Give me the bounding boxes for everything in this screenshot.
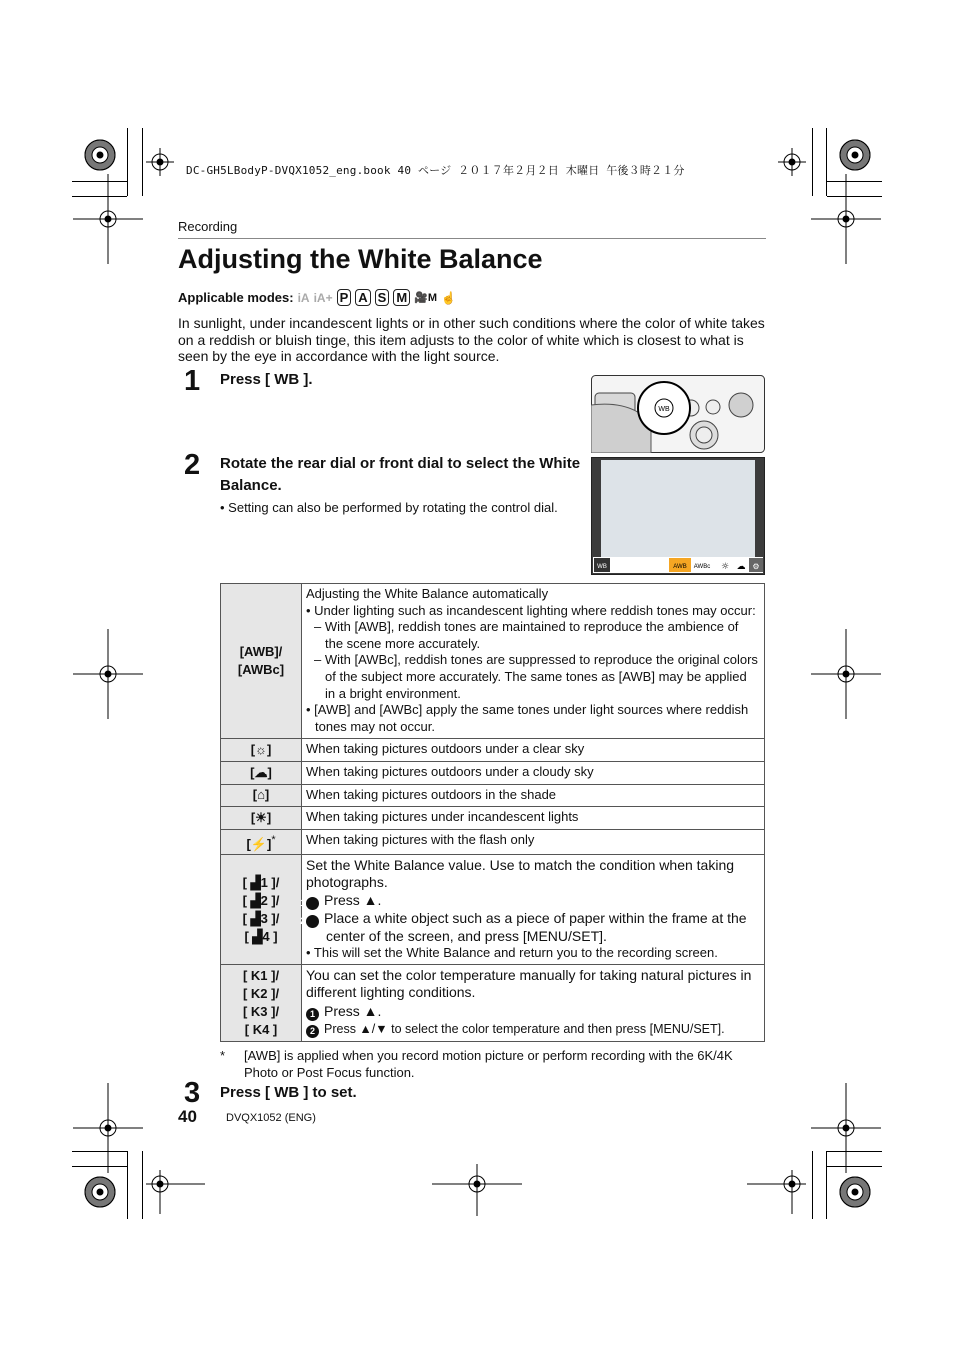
- set-note: • This will set the White Balance and return you to the recording screen.: [306, 944, 718, 960]
- footnote: [220, 1047, 768, 1081]
- awb-line: – With [AWBc], reddish tones are suppressed to reproduce the original colors of the subject more accurately. The same tones as [AWB] may be applied in a bright environment.: [314, 652, 758, 701]
- model-code: DVQX1052 (ENG): [226, 1112, 316, 1124]
- mode-ia-plus-icon: iA+: [313, 290, 333, 305]
- table-row: [221, 855, 765, 965]
- section-label: Recording: [178, 219, 238, 234]
- temp-step-1: [306, 1003, 760, 1021]
- step-2-bullet: • Setting can also be performed by rotating the control dial.: [220, 500, 558, 515]
- step-1-number: 1: [184, 365, 201, 397]
- awb-line: • [AWB] and [AWBc] apply the same tones under light sources where reddish tones may not occur.: [306, 702, 749, 734]
- set-step-2: [299, 910, 760, 945]
- mode-custom-icon: ☝: [441, 290, 456, 305]
- set-intro: Set the White Balance value. Use to match the condition when taking photographs.: [306, 857, 735, 890]
- flash-label: [⚡]: [246, 836, 272, 852]
- awb-line: Adjusting the White Balance automatically: [306, 586, 549, 601]
- set-step-2-text: Place a white object such as a piece of paper within the frame at the center of the screen, and press [MENU/SET].: [324, 910, 747, 945]
- page-number: 40: [178, 1107, 197, 1126]
- screen-awb-item: AWB: [673, 564, 687, 570]
- screen-illustration: [591, 457, 766, 575]
- table-row: [221, 584, 765, 739]
- set-step-1-text: Press ▲.: [324, 892, 382, 909]
- temp-label: [ K3 ]/: [242, 1004, 280, 1020]
- step-number-icon: 1: [306, 1008, 319, 1021]
- table-row: [221, 761, 765, 784]
- temp-description: [302, 965, 765, 1041]
- step-2-text: Rotate the rear dial or front dial to select the White Balance.: [220, 455, 581, 494]
- set-label: [ ▟4 ]: [244, 928, 278, 944]
- temp-label: [ K2 ]/: [242, 986, 280, 1002]
- step-2-bullet-text: Setting can also be performed by rotating the control dial.: [228, 500, 558, 515]
- temp-step-2-text: Press ▲/▼ to select the color temperature and then press [MENU/SET].: [324, 1021, 725, 1036]
- daylight-description: When taking pictures outdoors under a clear sky: [302, 739, 765, 762]
- mode-movie-icon: 🎥M: [414, 292, 438, 304]
- awb-line: – With [AWB], reddish tones are maintained to reproduce the ambience of the scene more accurately.: [314, 619, 739, 651]
- flash-footnote-mark: *: [271, 833, 276, 846]
- mode-m-icon: M: [393, 289, 410, 306]
- set-label: [ ▟3 ]/: [242, 910, 280, 926]
- screen-cloudy-item: ☁: [736, 562, 746, 572]
- footnote-mark: *: [220, 1048, 226, 1063]
- set-label: [ ▟2 ]/: [242, 892, 280, 908]
- footnote-text: [AWB] is applied when you record motion picture or perform recording with the 6K/4K Photo or Post Focus function.: [244, 1048, 733, 1080]
- step-3-text: Press [ WB ] to set.: [220, 1084, 357, 1101]
- temp-label-cell: [221, 965, 302, 1041]
- temp-label: [ K4 ]: [244, 1022, 278, 1038]
- step-2-number: 2: [184, 449, 201, 481]
- step-number-icon: 2: [306, 915, 319, 928]
- shade-description: When taking pictures outdoors in the shade: [302, 784, 765, 807]
- flash-label-cell: [221, 829, 302, 854]
- mode-a-icon: A: [355, 289, 370, 306]
- step-3-number: 3: [184, 1077, 201, 1109]
- awb-label: [AWB]/ [AWBc]: [221, 584, 302, 739]
- screen-menu-item: ⚙: [752, 562, 760, 571]
- screen-daylight-item: ☼: [720, 562, 730, 572]
- cloudy-description: When taking pictures outdoors under a cloudy sky: [302, 761, 765, 784]
- incandescent-label: [☀]: [221, 807, 302, 830]
- shade-label: [⌂]: [221, 784, 302, 807]
- mode-ia-icon: iA: [297, 290, 310, 305]
- awb-description: [302, 584, 765, 739]
- set-step-1: [299, 892, 760, 910]
- awb-line: • Under lighting such as incandescent lighting where reddish tones may occur:: [306, 602, 756, 618]
- step-number-icon: 1: [306, 897, 319, 910]
- mode-s-icon: S: [375, 289, 390, 306]
- white-balance-table: [220, 583, 765, 1042]
- intro-paragraph: In sunlight, under incandescent lights or in other such conditions where the color of white takes on a reddish or bluish tinge, this item adjusts to the color of white which is closest to what is seen by the eye in accordance with the light source.: [178, 315, 765, 365]
- screen-wb-icon: WB: [597, 564, 607, 570]
- table-row: [221, 739, 765, 762]
- set-description: [299, 855, 765, 965]
- temp-label: [ K1 ]/: [242, 968, 280, 984]
- table-row: [221, 807, 765, 830]
- set-label-cell: [221, 855, 302, 965]
- step-1-text: Press [ WB ].: [220, 371, 313, 388]
- applicable-modes-label: Applicable modes:: [178, 290, 294, 305]
- flash-description: When taking pictures with the flash only: [302, 829, 765, 854]
- temp-step-2: [306, 1021, 760, 1038]
- wb-button-label: WB: [658, 406, 670, 413]
- applicable-modes: [178, 289, 456, 306]
- table-row: [221, 784, 765, 807]
- table-row: [221, 965, 765, 1041]
- print-header: DC-GH5LBodyP-DVQX1052_eng.book 40 ページ ２０１７年２月２日 木曜日 午後３時２１分: [186, 164, 685, 177]
- daylight-label: [☼]: [221, 739, 302, 762]
- set-label: [ ▟1 ]/: [242, 874, 280, 890]
- screen-awbc-item: AWBc: [693, 564, 711, 570]
- temp-step-1-text: Press ▲.: [324, 1002, 382, 1019]
- camera-back-illustration: [591, 375, 766, 453]
- header-rule: [178, 238, 766, 239]
- table-row: [221, 829, 765, 854]
- temp-intro: You can set the color temperature manually for taking natural pictures in different lighting conditions.: [306, 967, 752, 1001]
- page-title: Adjusting the White Balance: [178, 244, 543, 274]
- cloudy-label: [☁]: [221, 761, 302, 784]
- mode-p-icon: P: [337, 289, 352, 306]
- step-number-icon: 2: [306, 1025, 319, 1038]
- incandescent-description: When taking pictures under incandescent lights: [302, 807, 765, 830]
